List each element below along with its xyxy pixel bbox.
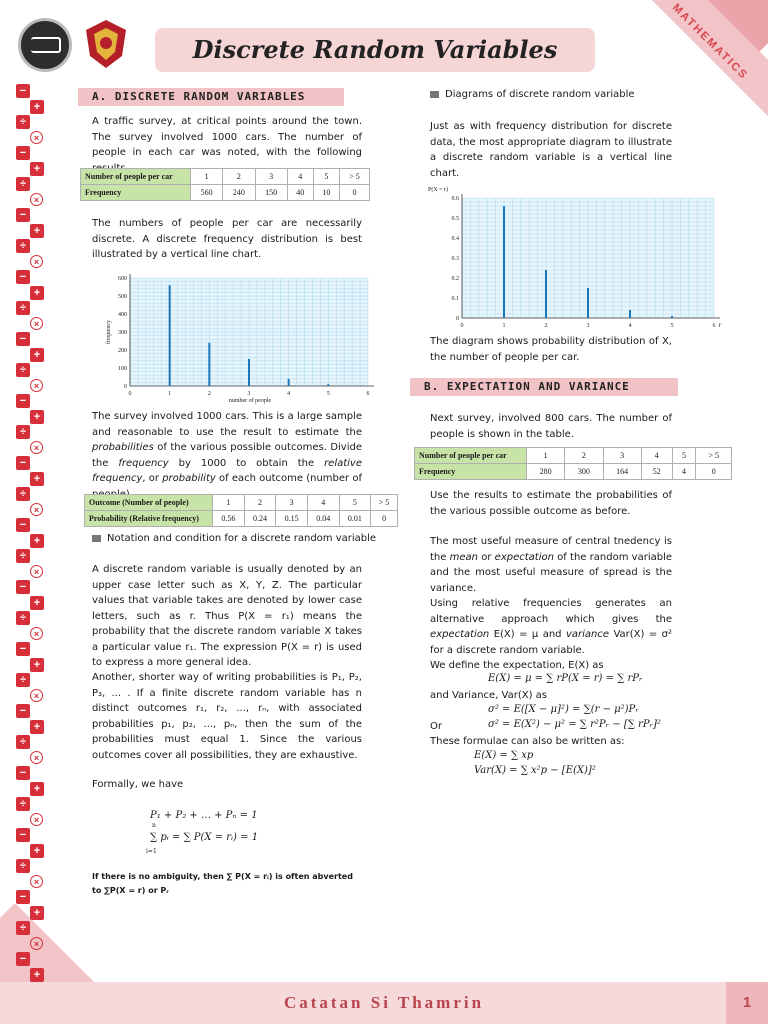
decorative-minus-icon: − bbox=[16, 84, 30, 98]
decorative-plus-icon: + bbox=[30, 224, 44, 238]
y-tick-label: 500 bbox=[118, 294, 127, 300]
x-tick-label: 0 bbox=[128, 391, 132, 397]
decorative-minus-icon: − bbox=[16, 332, 30, 346]
subject-label: MATHEMATICS bbox=[669, 1, 751, 83]
decorative-div-icon: ÷ bbox=[16, 301, 30, 315]
decorative-plus-icon: + bbox=[30, 100, 44, 114]
decorative-plus-icon: + bbox=[30, 348, 44, 362]
formula-expectation: E(X) = μ = ∑ rP(X = r) = ∑ rPᵣ bbox=[488, 673, 643, 684]
table-cell: 560 bbox=[191, 185, 223, 201]
y-axis-label: frequency bbox=[106, 320, 112, 344]
table-cell: > 5 bbox=[339, 169, 369, 185]
table-cell: 0.15 bbox=[276, 511, 308, 527]
table-cell: 1 bbox=[213, 495, 245, 511]
decorative-minus-icon: − bbox=[16, 704, 30, 718]
x-tick-label: 2 bbox=[207, 391, 211, 397]
diagrams-paragraph-2: The diagram shows probability distribution of X, the number of people per car. bbox=[430, 336, 672, 363]
probability-table bbox=[84, 494, 398, 527]
section-b-paragraph-4: Using relative frequencies generates an alternative approach which gives the expectation E(X) = μ and variance Var(X) = σ² for a discrete random variable. bbox=[430, 598, 673, 656]
x-tick-label: 2 bbox=[544, 323, 548, 329]
y-tick-label: 300 bbox=[118, 330, 127, 336]
x-tick-label: 5 bbox=[326, 391, 330, 397]
decorative-times-icon: × bbox=[30, 565, 43, 578]
page-footer bbox=[0, 982, 768, 1024]
decorative-times-icon: × bbox=[30, 875, 43, 888]
decorative-plus-icon: + bbox=[30, 596, 44, 610]
table-cell: 164 bbox=[603, 464, 641, 480]
x-axis-label: number of people bbox=[228, 398, 272, 404]
x-tick-label: 4 bbox=[287, 391, 291, 397]
page-title-banner bbox=[155, 28, 595, 72]
decorative-minus-icon: − bbox=[16, 208, 30, 222]
decorative-plus-icon: + bbox=[30, 472, 44, 486]
decorative-times-icon: × bbox=[30, 379, 43, 392]
x-tick-label: 0 bbox=[460, 323, 464, 329]
decorative-minus-icon: − bbox=[16, 828, 30, 842]
decorative-plus-icon: + bbox=[30, 534, 44, 548]
probability-line-chart bbox=[424, 184, 726, 334]
ambiguity-note: If there is no ambiguity, then ∑ P(X = rᵢ) is often abverted to ∑P(X = r) or Pᵣ bbox=[92, 872, 353, 895]
section-b-paragraph-2: Use the results to estimate the probabilities of the various possible outcome as before. bbox=[430, 490, 672, 517]
decorative-div-icon: ÷ bbox=[16, 859, 30, 873]
table-cell: 5 bbox=[313, 169, 339, 185]
decorative-plus-icon: + bbox=[30, 410, 44, 424]
section-b-paragraph-7: These formulae can also be written as: bbox=[430, 736, 625, 747]
table-cell: 4 bbox=[287, 169, 313, 185]
formula-expectation-short: E(X) = ∑ xp bbox=[474, 750, 534, 761]
formula-variance-2: σ² = E(X²) − μ² = ∑ r²Pᵣ − [∑ rPᵣ]² bbox=[488, 719, 661, 730]
x-tick-label: 6 bbox=[366, 391, 370, 397]
y-tick-label: 400 bbox=[118, 312, 127, 318]
y-tick-label: 0.6 bbox=[451, 196, 459, 202]
decorative-minus-icon: − bbox=[16, 270, 30, 284]
decorative-div-icon: ÷ bbox=[16, 921, 30, 935]
decorative-minus-icon: − bbox=[16, 518, 30, 532]
table-cell: 2 bbox=[565, 448, 603, 464]
table-cell: 1 bbox=[527, 448, 565, 464]
table-cell: 4 bbox=[307, 495, 339, 511]
decorative-div-icon: ÷ bbox=[16, 797, 30, 811]
section-a-paragraph-1: A traffic survey, at critical points around the town. The survey involved 1000 cars. The number of people in each car was noted, with the following bbox=[92, 116, 362, 158]
formula-upper-limit: n bbox=[152, 822, 156, 829]
section-a-paragraph-5: Another, shorter way of writing probabilities is P₁, P₂, P₃, ... . If a finite discrete random variable has n distinct outcomes r₁, r₂, ..., rₙ, with associated probabilities p₁, p₂, ..., pₙ, then the sum of the probabilities must equal 1. Since the various outcomes cover all possibilities, they are exhaustive. bbox=[92, 672, 362, 761]
formula-variance-short: Var(X) = ∑ x²p − [E(X)]² bbox=[474, 765, 596, 776]
decorative-plus-icon: + bbox=[30, 844, 44, 858]
decorative-times-icon: × bbox=[30, 503, 43, 516]
table-cell: 150 bbox=[255, 185, 287, 201]
section-a-paragraph-6: Formally, we have bbox=[92, 779, 184, 790]
notation-subheading: Notation and condition for a discrete random variable bbox=[92, 533, 376, 544]
table-cell: 0.01 bbox=[339, 511, 371, 527]
section-marker-icon bbox=[430, 91, 439, 98]
section-b-paragraph-1: Next survey, involved 800 cars. The number of people is shown in the table. bbox=[430, 413, 672, 440]
decorative-plus-icon: + bbox=[30, 720, 44, 734]
y-tick-label: 0.5 bbox=[451, 216, 459, 222]
decorative-div-icon: ÷ bbox=[16, 239, 30, 253]
corner-decoration-top-right bbox=[648, 0, 768, 120]
table-cell: 2 bbox=[244, 495, 276, 511]
decorative-div-icon: ÷ bbox=[16, 363, 30, 377]
table-cell: > 5 bbox=[696, 448, 732, 464]
x-tick-label: 1 bbox=[502, 323, 506, 329]
formula-sum-probabilities: P₁ + P₂ + … + Pₙ = 1 bbox=[150, 810, 258, 821]
section-a-paragraph-2: The numbers of people per car are necessarily discrete. A discrete frequency distribution is best illustrated by a vertical line chart. bbox=[92, 218, 362, 260]
y-tick-label: 200 bbox=[118, 348, 127, 354]
decorative-minus-icon: − bbox=[16, 456, 30, 470]
decorative-div-icon: ÷ bbox=[16, 611, 30, 625]
table-header-cell: Outcome (Number of people) bbox=[85, 495, 213, 511]
frequency-table-2 bbox=[414, 447, 732, 480]
decorative-minus-icon: − bbox=[16, 766, 30, 780]
table-cell: 300 bbox=[565, 464, 603, 480]
formula-lower-limit: i=1 bbox=[146, 848, 157, 855]
decorative-times-icon: × bbox=[30, 751, 43, 764]
decorative-div-icon: ÷ bbox=[16, 177, 30, 191]
decorative-plus-icon: + bbox=[30, 286, 44, 300]
table-cell: 1 bbox=[191, 169, 223, 185]
y-tick-label: 0 bbox=[456, 316, 459, 322]
table-cell: 280 bbox=[527, 464, 565, 480]
decorative-plus-icon: + bbox=[30, 658, 44, 672]
x-tick-label: 3 bbox=[586, 323, 590, 329]
decorative-times-icon: × bbox=[30, 131, 43, 144]
formula-sum-pi: ∑ pᵢ = ∑ P(X = rᵢ) = 1 bbox=[150, 832, 259, 843]
table-header-cell: Frequency bbox=[81, 185, 191, 201]
page-number: 1 bbox=[726, 982, 768, 1024]
decorative-div-icon: ÷ bbox=[16, 549, 30, 563]
decorative-div-icon: ÷ bbox=[16, 115, 30, 129]
section-b-paragraph-6: and Variance, Var(X) as bbox=[430, 690, 548, 701]
decorative-minus-icon: − bbox=[16, 642, 30, 656]
decorative-times-icon: × bbox=[30, 937, 43, 950]
y-tick-label: 600 bbox=[118, 276, 127, 282]
formula-variance-1: σ² = E([X − μ]²) = ∑(r − μ²)Pᵣ bbox=[488, 704, 639, 715]
table-cell: 0.24 bbox=[244, 511, 276, 527]
y-tick-label: 0.2 bbox=[451, 276, 459, 282]
decorative-div-icon: ÷ bbox=[16, 673, 30, 687]
y-axis-label: P(X = r) bbox=[428, 187, 449, 193]
table-cell: 0 bbox=[696, 464, 732, 480]
x-axis-label: r bbox=[718, 321, 722, 329]
decorative-times-icon: × bbox=[30, 317, 43, 330]
x-tick-label: 1 bbox=[168, 391, 172, 397]
y-tick-label: 0.1 bbox=[451, 296, 459, 302]
table-cell: 52 bbox=[641, 464, 672, 480]
section-a-heading: A. DISCRETE RANDOM VARIABLES bbox=[78, 88, 344, 106]
diagrams-subheading: Diagrams of discrete random variable bbox=[430, 89, 635, 100]
section-a-paragraph-4: A discrete random variable is usually denoted by an upper case letter such as X, Y, Z. The particular values that variable takes are denoted by lower case letters, such as r. Thus P(X = r₁) means the probability that the discrete random variable X takes a particular value r₁. The expression P(X = r) is used to express a more general idea. bbox=[92, 564, 362, 668]
table-cell: 0.04 bbox=[307, 511, 339, 527]
y-tick-label: 100 bbox=[118, 366, 127, 372]
frequency-line-chart bbox=[100, 270, 375, 410]
section-a-paragraph-3: The survey involved 1000 cars. This is a large sample and reasonable to use the result to estimate the probabilities of the various possible outcomes. Divide the frequency by 1000 to obtain the relative frequency, or probability of each outcome (number of bbox=[92, 411, 363, 484]
decorative-div-icon: ÷ bbox=[16, 425, 30, 439]
table-cell: 2 bbox=[223, 169, 255, 185]
section-b-paragraph-3: The most useful measure of central tnedency is the mean or expectation of the random variable and the most useful measure of spread is the variance. bbox=[430, 536, 673, 594]
decorative-plus-icon: + bbox=[30, 782, 44, 796]
table-cell: 240 bbox=[223, 185, 255, 201]
footer-title: Catatan Si Thamrin bbox=[283, 993, 485, 1012]
section-b-paragraph-5: We define the expectation, E(X) as bbox=[430, 660, 604, 671]
logo-icon bbox=[18, 18, 72, 72]
decorative-minus-icon: − bbox=[16, 146, 30, 160]
x-tick-label: 3 bbox=[247, 391, 251, 397]
decorative-times-icon: × bbox=[30, 255, 43, 268]
frequency-table-1 bbox=[80, 168, 370, 201]
diagrams-paragraph-1: Just as with frequency distribution for discrete data, the most appropriate diagram to illustrate a discrete random variable is a vertical line chart. bbox=[430, 121, 672, 179]
x-tick-label: 4 bbox=[628, 323, 632, 329]
table-cell: 10 bbox=[313, 185, 339, 201]
table-cell: 3 bbox=[276, 495, 308, 511]
y-tick-label: 0 bbox=[124, 384, 127, 390]
decorative-plus-icon: + bbox=[30, 968, 44, 982]
table-cell: 0 bbox=[371, 511, 398, 527]
table-cell: 3 bbox=[603, 448, 641, 464]
decorative-times-icon: × bbox=[30, 689, 43, 702]
x-tick-label: 6 bbox=[712, 323, 716, 329]
decorative-div-icon: ÷ bbox=[16, 735, 30, 749]
decorative-minus-icon: − bbox=[16, 580, 30, 594]
crest-icon bbox=[80, 16, 132, 72]
table-header-cell: Number of people per car bbox=[415, 448, 527, 464]
decorative-times-icon: × bbox=[30, 627, 43, 640]
or-label: Or bbox=[430, 721, 442, 732]
decorative-minus-icon: − bbox=[16, 890, 30, 904]
table-cell: 3 bbox=[255, 169, 287, 185]
table-cell: 40 bbox=[287, 185, 313, 201]
decorative-times-icon: × bbox=[30, 441, 43, 454]
table-cell: 0.56 bbox=[213, 511, 245, 527]
table-header-cell: Number of people per car bbox=[81, 169, 191, 185]
table-cell: 5 bbox=[672, 448, 696, 464]
section-b-heading: B. EXPECTATION AND VARIANCE bbox=[410, 378, 678, 396]
decorative-times-icon: × bbox=[30, 193, 43, 206]
decorative-minus-icon: − bbox=[16, 394, 30, 408]
decorative-plus-icon: + bbox=[30, 906, 44, 920]
section-marker-icon bbox=[92, 535, 101, 542]
table-cell: 0 bbox=[339, 185, 369, 201]
y-tick-label: 0.3 bbox=[451, 256, 459, 262]
table-cell: > 5 bbox=[371, 495, 398, 511]
y-tick-label: 0.4 bbox=[451, 236, 459, 242]
table-header-cell: Probability (Relative frequency) bbox=[85, 511, 213, 527]
decorative-plus-icon: + bbox=[30, 162, 44, 176]
page-title: Discrete Random Variables bbox=[192, 35, 558, 64]
table-cell: 5 bbox=[339, 495, 371, 511]
table-header-cell: Frequency bbox=[415, 464, 527, 480]
decorative-minus-icon: − bbox=[16, 952, 30, 966]
table-cell: 4 bbox=[641, 448, 672, 464]
x-tick-label: 5 bbox=[670, 323, 674, 329]
table-cell: 4 bbox=[672, 464, 696, 480]
decorative-times-icon: × bbox=[30, 813, 43, 826]
decorative-div-icon: ÷ bbox=[16, 487, 30, 501]
